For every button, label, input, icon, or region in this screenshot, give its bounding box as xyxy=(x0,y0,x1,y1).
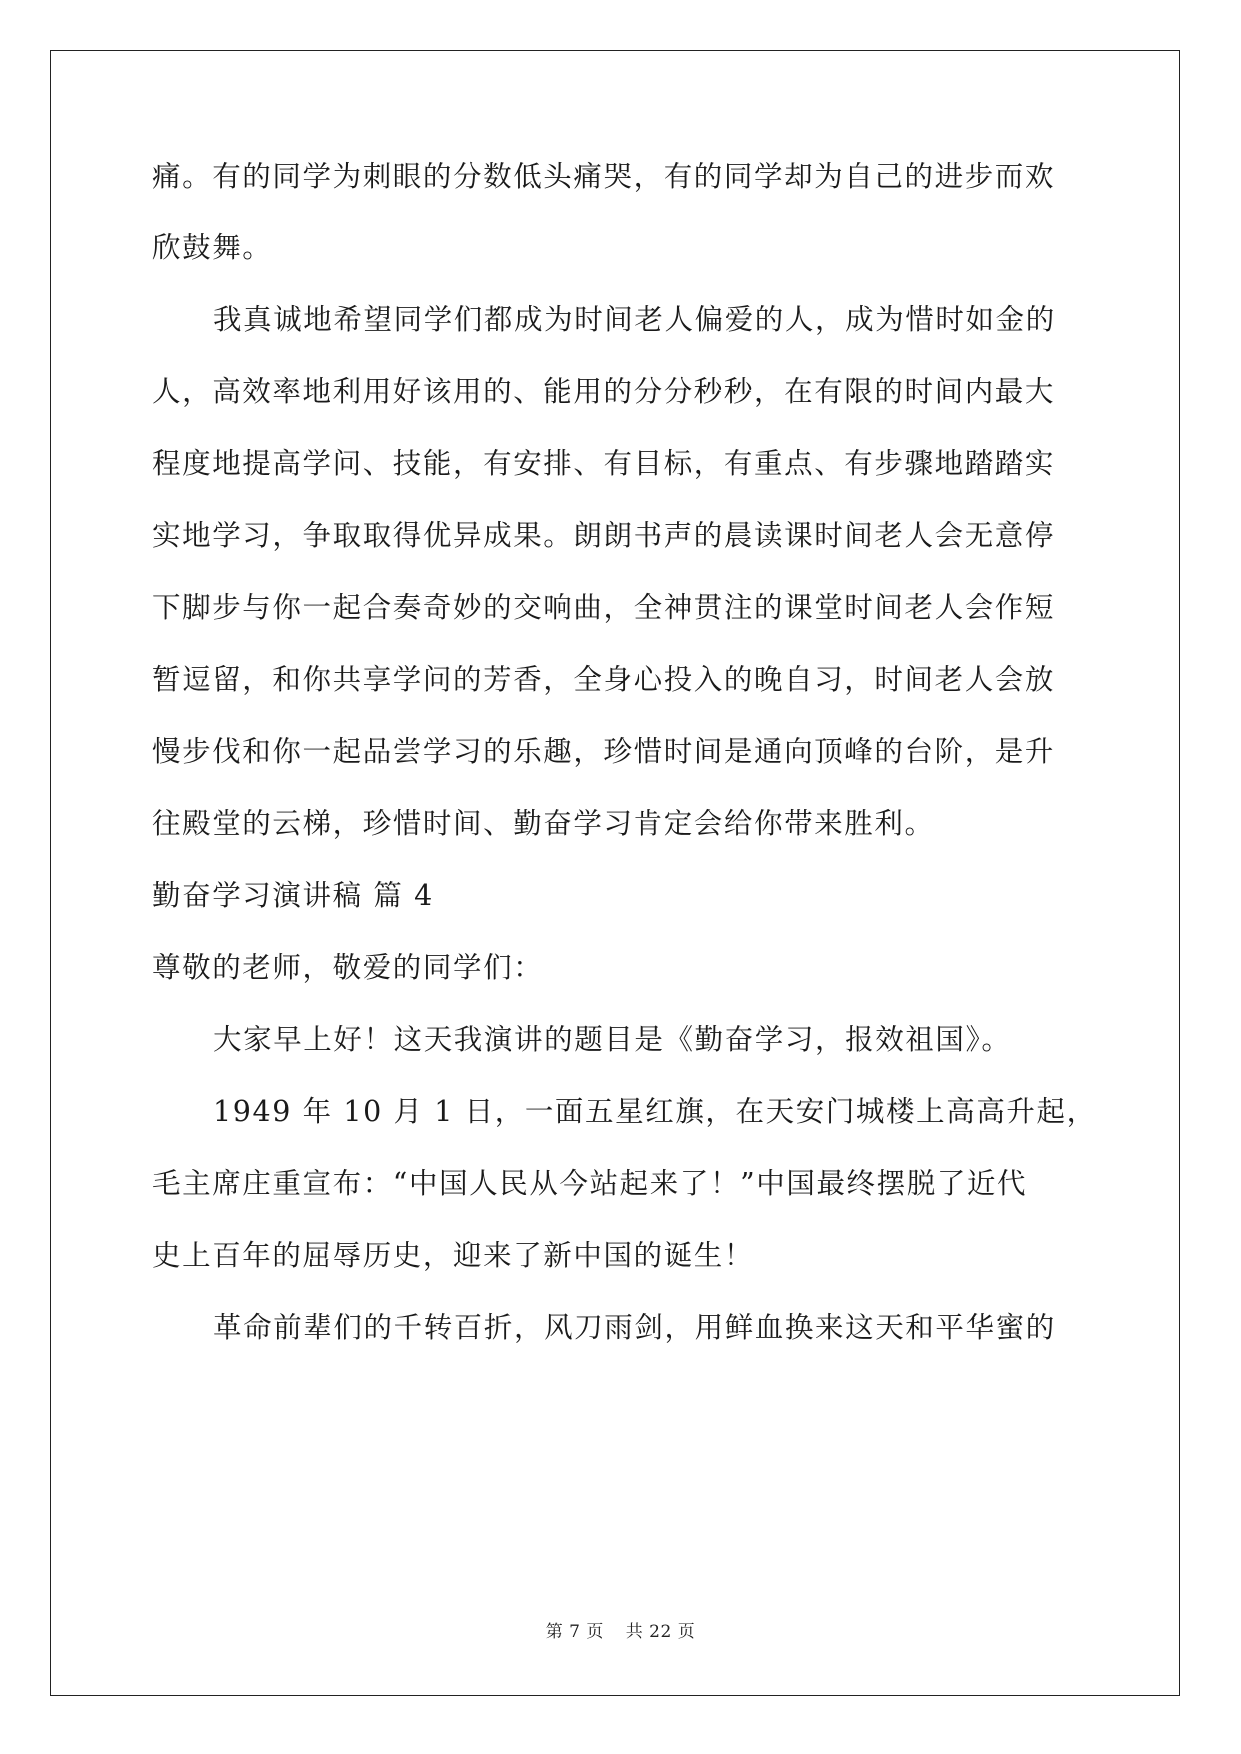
paragraph-line: 革命前辈们的千转百折，风刀雨剑，用鲜血换来这天和平华蜜的 xyxy=(213,1311,1056,1344)
paragraph-line: 大家早上好！这天我演讲的题目是《勤奋学习，报效祖国》。 xyxy=(213,1023,1012,1056)
paragraph-line: 慢步伐和你一起品尝学习的乐趣，珍惜时间是通向顶峰的台阶，是升 xyxy=(152,735,1056,768)
paragraph-line: 下脚步与你一起合奏奇妙的交响曲，全神贯注的课堂时间老人会作短 xyxy=(152,591,1056,624)
page-number: 第 7 页 xyxy=(545,1622,604,1642)
salutation: 尊敬的老师，敬爱的同学们： xyxy=(152,951,544,984)
paragraph-line: 实地学习，争取取得优异成果。朗朗书声的晨读课时间老人会无意停 xyxy=(152,519,1056,552)
paragraph-line: 1949 年 10 月 1 日，一面五星红旗，在天安门城楼上高高升起， xyxy=(213,1095,1097,1128)
paragraph-line: 往殿堂的云梯，珍惜时间、勤奋学习肯定会给你带来胜利。 xyxy=(152,807,935,840)
paragraph-line: 史上百年的屈辱历史，迎来了新中国的诞生！ xyxy=(152,1239,755,1272)
paragraph-line: 程度地提高学问、技能，有安排、有目标，有重点、有步骤地踏踏实 xyxy=(152,447,1056,480)
page-footer xyxy=(0,1617,1241,1642)
paragraph-line: 毛主席庄重宣布：“中国人民从今站起来了！”中国最终摆脱了近代 xyxy=(152,1167,1028,1200)
page-total: 共 22 页 xyxy=(625,1622,696,1642)
paragraph-line: 暂逗留，和你共享学问的芳香，全身心投入的晚自习，时间老人会放 xyxy=(152,663,1056,696)
paragraph-line: 人，高效率地利用好该用的、能用的分分秒秒，在有限的时间内最大 xyxy=(152,375,1056,408)
paragraph-line: 痛。有的同学为刺眼的分数低头痛哭，有的同学却为自己的进步而欢 xyxy=(152,160,1056,193)
section-heading: 勤奋学习演讲稿 篇 4 xyxy=(152,879,434,912)
paragraph-line: 欣鼓舞。 xyxy=(152,231,273,264)
page-border xyxy=(50,50,1180,1696)
paragraph-line: 我真诚地希望同学们都成为时间老人偏爱的人，成为惜时如金的 xyxy=(213,303,1056,336)
